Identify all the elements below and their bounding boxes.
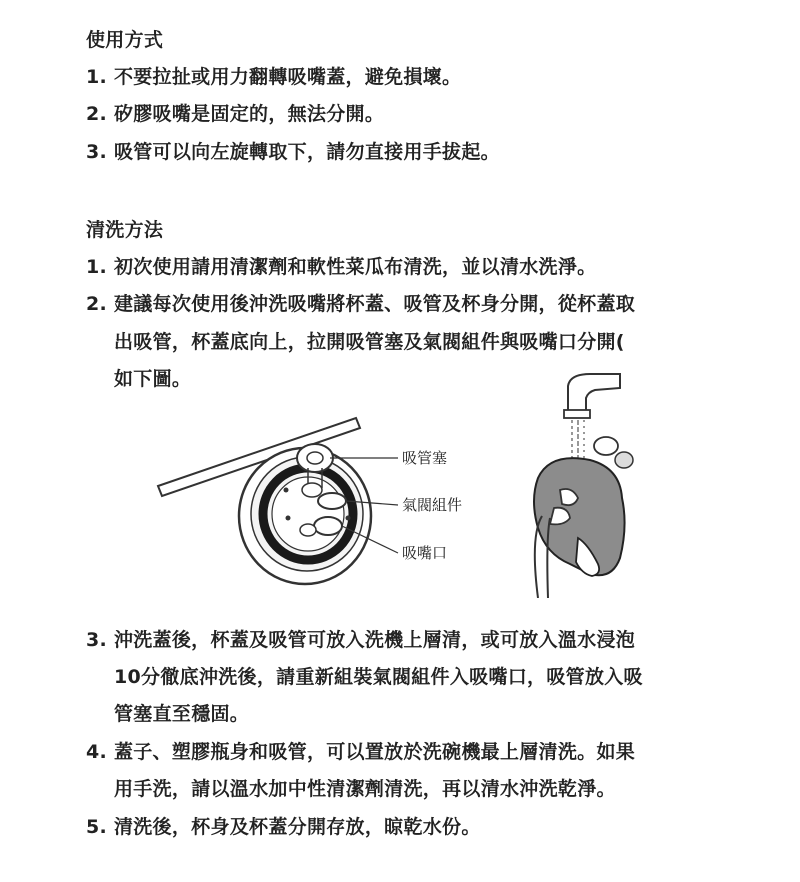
faucet-shape (568, 374, 620, 412)
label-air-valve: 氣閥組件 (402, 496, 463, 514)
cleaning-diagram (150, 368, 650, 598)
cleaning-item-2-line-2: 出吸管，杯蓋底向上，拉開吸管塞及氣閥組件與吸嘴口分開( (114, 331, 625, 353)
usage-item-1: 1. 不要拉扯或用力翻轉吸嘴蓋，避免損壞。 (86, 66, 462, 88)
cleaning-item-5: 5. 清洗後，杯身及杯蓋分開存放，晾乾水份。 (86, 816, 481, 838)
cleaning-item-3-line-2: 10分徹底沖洗後，請重新組裝氣閥組件入吸嘴口，吸管放入吸 (114, 666, 643, 688)
spout-opening-shape (314, 517, 342, 535)
faucet-rinsing-lid-illustration (534, 374, 633, 598)
cleaning-item-2-line-1: 2. 建議每次使用後沖洗吸嘴將杯蓋、吸管及杯身分開，從杯蓋取 (86, 293, 636, 315)
cleaning-item-3-line-3: 管塞直至穩固。 (114, 703, 250, 725)
cleaning-item-4-line-2: 用手洗，請以溫水加中性清潔劑清洗，再以清水沖洗乾淨。 (114, 778, 616, 800)
cleaning-item-1: 1. 初次使用請用清潔劑和軟性菜瓜布清洗，並以清水洗淨。 (86, 256, 597, 278)
usage-item-2: 2. 矽膠吸嘴是固定的，無法分開。 (86, 103, 385, 125)
label-straw-plug: 吸管塞 (402, 449, 448, 467)
usage-item-3: 3. 吸管可以向左旋轉取下，請勿直接用手拔起。 (86, 141, 500, 163)
cleaning-item-4-line-1: 4. 蓋子、塑膠瓶身和吸管，可以置放於洗碗機最上層清洗。如果 (86, 741, 636, 763)
label-spout-opening: 吸嘴口 (402, 544, 448, 562)
cleaning-item-2-line-3: 如下圖。 (114, 368, 192, 390)
cleaning-heading: 清洗方法 (86, 219, 164, 241)
usage-heading: 使用方式 (86, 29, 164, 51)
cleaning-item-3-line-1: 3. 沖洗蓋後，杯蓋及吸管可放入洗機上層清，或可放入溫水浸泡 (86, 629, 636, 651)
lid-underside-illustration (158, 418, 371, 584)
air-valve-shape (318, 493, 346, 509)
